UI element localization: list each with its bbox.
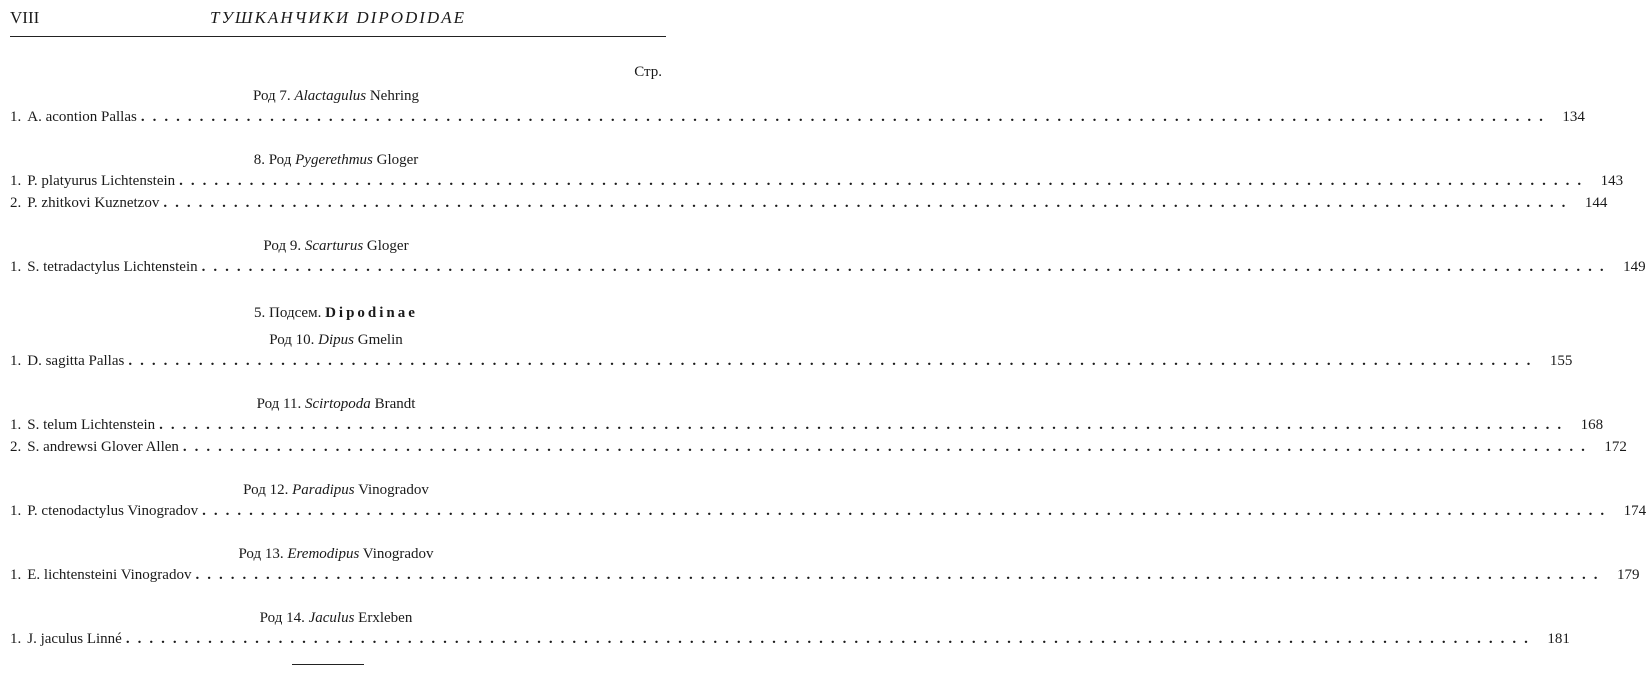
species-name: E. lichtensteini Vinogradov [27, 567, 192, 583]
toc-entry [10, 170, 1624, 192]
genus-prefix: Род 13. [238, 546, 284, 562]
entry-number: 1. [10, 417, 22, 433]
species-name: A. acontion Pallas [27, 109, 137, 125]
genus-name: Scarturus [304, 238, 364, 254]
genus-author: Gloger [376, 152, 419, 168]
species-name: S. andrewsi Glover Allen [27, 439, 179, 455]
genus-prefix: Род 11. [256, 396, 302, 412]
entry-number: 1. [10, 173, 22, 189]
toc-entry [10, 350, 1573, 372]
genus-author: Brandt [374, 396, 416, 412]
page-header [10, 6, 666, 37]
entry-number: 1. [10, 353, 22, 369]
page-ref: 134 [1562, 109, 1585, 125]
species-name: D. sagitta Pallas [27, 353, 125, 369]
genus-name: Dipus [318, 332, 354, 348]
genus-name: Eremodipus [287, 546, 360, 562]
dot-leader: ........................................................................................................................ [128, 353, 1539, 369]
dot-leader: ........................................................................................................................ [182, 439, 1593, 455]
entry-number: 1. [10, 503, 22, 519]
page-ref: 172 [1604, 439, 1627, 455]
toc-entry [10, 192, 1608, 214]
entry-number: 1. [10, 259, 22, 275]
dot-leader: ........................................................................................................................ [163, 195, 1574, 211]
dot-leader: ........................................................................................................................ [140, 109, 1551, 125]
dot-leader: ........................................................................................................................ [195, 567, 1606, 583]
species-name: S. telum Lichtenstein [27, 417, 156, 433]
dot-leader: ........................................................................................................................ [179, 173, 1590, 189]
table-of-contents [10, 80, 1646, 650]
species-name: P. platyurus Lichtenstein [27, 173, 176, 189]
dot-leader: ........................................................................................................................ [201, 259, 1612, 275]
genus-author: Gmelin [357, 332, 403, 348]
subfamily-prefix: 5. Подсем. [254, 305, 322, 321]
dot-leader: ........................................................................................................................ [202, 503, 1613, 519]
subfamily-name: Dipodinae [325, 305, 418, 321]
genus-prefix: Род 12. [243, 482, 289, 498]
toc-entry [10, 414, 1604, 436]
genus-prefix: 8. Род [253, 152, 292, 168]
genus-heading [10, 544, 662, 564]
running-title: ТУШКАНЧИКИ DIPODIDAE [210, 8, 466, 27]
toc-entry [10, 628, 1570, 650]
genus-prefix: Род 10. [269, 332, 315, 348]
dot-leader: ........................................................................................................................ [159, 417, 1570, 433]
genus-heading [10, 236, 662, 256]
genus-heading [10, 150, 662, 170]
page-ref: 168 [1580, 417, 1604, 433]
genus-name: Scirtopoda [304, 396, 371, 412]
genus-heading [10, 608, 662, 628]
genus-heading [10, 86, 662, 106]
genus-name: Paradipus [292, 482, 355, 498]
toc-entry [10, 436, 1627, 458]
footer-rule [292, 664, 364, 665]
genus-name: Alactagulus [294, 88, 367, 104]
genus-prefix: Род 9. [263, 238, 302, 254]
genus-author: Vinogradov [362, 546, 434, 562]
entry-number: 1. [10, 567, 22, 583]
entry-number: 2. [10, 195, 22, 211]
genus-heading [10, 330, 662, 350]
toc-entry [10, 564, 1640, 586]
toc-entry [10, 106, 1585, 128]
toc-entry [10, 256, 1646, 278]
page-ref: 144 [1584, 195, 1608, 211]
genus-heading [10, 480, 662, 500]
genus-author: Erxleben [358, 610, 413, 626]
genus-author: Gloger [366, 238, 409, 254]
toc-entry [10, 500, 1646, 522]
species-name: P. zhitkovi Kuznetzov [27, 195, 160, 211]
genus-name: Pygerethmus [295, 152, 373, 168]
subfamily-heading [10, 302, 662, 324]
genus-author: Nehring [369, 88, 419, 104]
page-ref: 143 [1600, 173, 1624, 189]
page-ref: 174 [1623, 503, 1646, 519]
entry-number: 1. [10, 631, 22, 647]
page-ref: 149 [1623, 259, 1646, 275]
page-ref: 181 [1547, 631, 1570, 647]
page-ref: 179 [1616, 567, 1640, 583]
genus-name: Jaculus [308, 610, 355, 626]
species-name: S. tetradactylus Lichtenstein [27, 259, 198, 275]
genus-heading [10, 394, 662, 414]
species-name: P. ctenodactylus Vinogradov [27, 503, 199, 519]
page-ref: 155 [1549, 353, 1573, 369]
page-number: VIII [10, 8, 40, 27]
dot-leader: ........................................................................................................................ [125, 631, 1536, 647]
page-column-header: Стр. [634, 64, 662, 80]
entry-number: 2. [10, 439, 22, 455]
genus-prefix: Род 7. [253, 88, 291, 104]
genus-author: Vinogradov [358, 482, 429, 498]
species-name: J. jaculus Linné [27, 631, 122, 647]
genus-prefix: Род 14. [259, 610, 305, 626]
entry-number: 1. [10, 109, 22, 125]
